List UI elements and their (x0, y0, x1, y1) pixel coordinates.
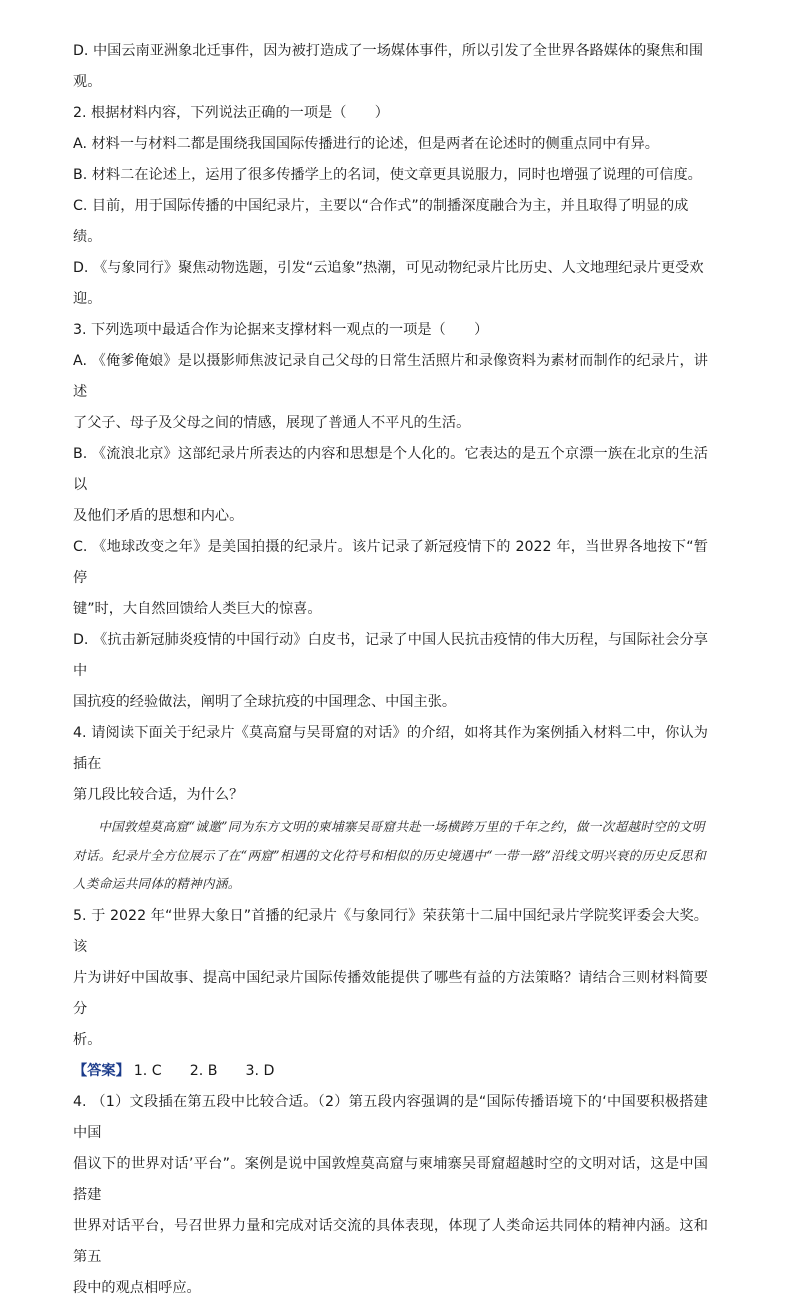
question-3-option-c-line-1: C. 《地球改变之年》是美国拍摄的纪录片。该片记录了新冠疫情下的 2022 年，当世界各地按下“暂停 (73, 539, 708, 586)
question-3-option-c-line-2: 键”时，大自然回馈给人类巨大的惊喜。 (73, 601, 322, 617)
question-5-line-3: 析。 (73, 1031, 102, 1048)
question-2: 2. 根据材料内容，下列说法正确的一项是（ ） (73, 105, 389, 121)
answer-4-line-2: 倡议下的世界对话’平台”。案例是说中国敦煌莫高窟与柬埔寨吴哥窟超越时空的文明对话，这是中国搭建 (73, 1155, 708, 1203)
question-3-option-d-line-2: 国抗疫的经验做法，阐明了全球抗疫的中国理念、中国主张。 (73, 694, 457, 710)
answer-4-line-3: 世界对话平台，号召世界力量和完成对话交流的具体表现，体现了人类命运共同体的精神内涵。这和第五 (73, 1217, 708, 1265)
answer-4-line-4: 段中的观点相呼应。 (73, 1279, 201, 1296)
question-4-line-2: 第几段比较合适，为什么？ (73, 787, 244, 803)
question-3-option-d-line-1: D. 《抗击新冠肺炎疫情的中国行动》白皮书，记录了中国人民抗击疫情的伟大历程，与国际社会分享中 (73, 632, 708, 679)
question-5-line-1: 5. 于 2022 年“世界大象日”首播的纪录片《与象同行》荣获第十二届中国纪录片学院奖评委会大奖。该 (73, 907, 708, 955)
question-2-option-c-line-2: 绩。 (73, 229, 102, 245)
question-3-option-b-line-1: B. 《流浪北京》这部纪录片所表达的内容和思想是个人化的。它表达的是五个京漂一族在北京的生活以 (73, 446, 708, 493)
question-3: 3. 下列选项中最适合作为论据来支撑材料一观点的一项是（ ） (73, 322, 489, 338)
question-2-option-a: A. 材料一与材料二都是围绕我国国际传播进行的论述，但是两者在论述时的侧重点同中有异。 (73, 136, 659, 152)
question-2-option-c-line-1: C. 目前，用于国际传播的中国纪录片，主要以“合作式”的制播深度融合为主，并且取得了明显的成 (73, 198, 689, 214)
question-2-option-b: B. 材料二在论述上，运用了很多传播学上的名词，使文章更具说服力，同时也增强了说理的可信度。 (73, 167, 702, 183)
answer-3: 3. D (245, 1062, 275, 1079)
answer-1: 1. C (133, 1062, 162, 1079)
question-4-quoted-passage: 中国敦煌莫高窟“诚邀”同为东方文明的柬埔寨吴哥窟共赴一场横跨万里的千年之约，做一次超越时空的文明对话。纪录片全方位展示了在“两窟”相遇的文化符号和相似的历史境遇中“一带一路”沿线文明兴衰的历史反思和人类命运共同体的精神内涵。 (73, 819, 706, 891)
question-3-option-b-line-2: 及他们矛盾的思想和内心。 (73, 508, 244, 524)
question-5-line-2: 片为讲好中国故事、提高中国纪录片国际传播效能提供了哪些有益的方法策略？请结合三则材料简要分 (73, 969, 708, 1017)
option-d-line-2: 观。 (73, 74, 102, 90)
question-3-option-a-line-2: 了父子、母子及父母之间的情感，展现了普通人不平凡的生活。 (73, 415, 471, 431)
question-3-option-a-line-1: A. 《俺爹俺娘》是以摄影师焦波记录自己父母的日常生活照片和录像资料为素材而制作的纪录片，讲述 (73, 353, 708, 400)
question-2-option-d-line-1: D. 《与象同行》聚焦动物选题，引发“云追象”热潮，可见动物纪录片比历史、人文地理纪录片更受欢 (73, 260, 704, 276)
answer-tag: 【答案】 (73, 1062, 130, 1079)
answer-row (73, 1056, 708, 1087)
answer-2: 2. B (189, 1062, 218, 1079)
question-4-line-1: 4. 请阅读下面关于纪录片《莫高窟与吴哥窟的对话》的介绍，如将其作为案例插入材料二中，你认为插在 (73, 725, 708, 772)
answer-4-line-1: 4. （1）文段插在第五段中比较合适。（2）第五段内容强调的是“国际传播语境下的‘中国要积极搭建中国 (73, 1093, 708, 1141)
option-d-line-1: D. 中国云南亚洲象北迁事件，因为被打造成了一场媒体事件，所以引发了全世界各路媒体的聚焦和围 (73, 43, 704, 59)
question-2-option-d-line-2: 迎。 (73, 291, 102, 307)
